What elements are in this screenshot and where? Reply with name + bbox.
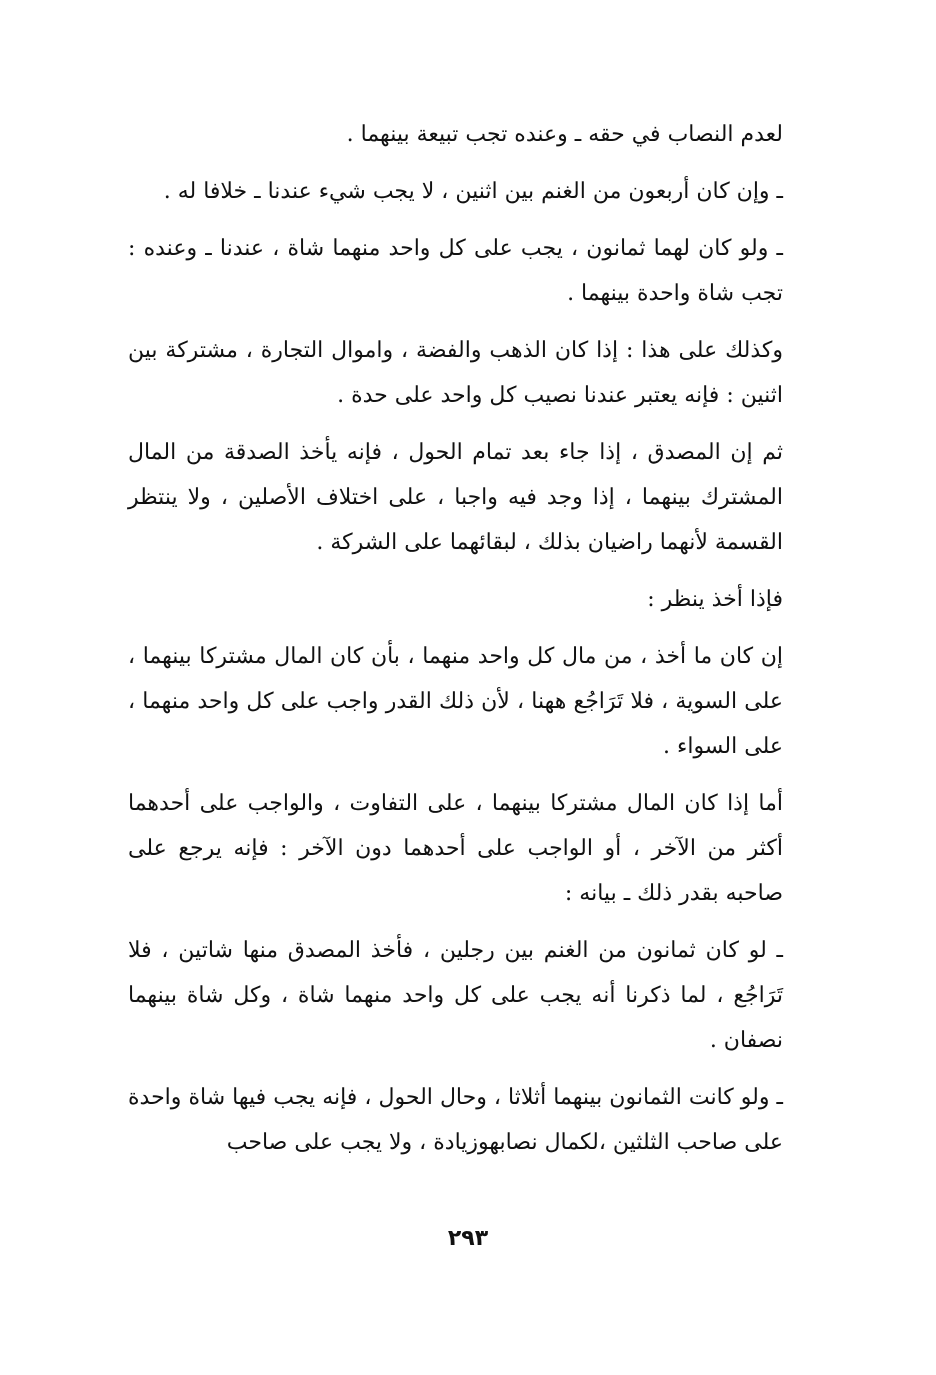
paragraph-6: فإذا أخذ ينظر : bbox=[647, 587, 783, 612]
paragraph-3: ـ ولو كان لهما ثمانون ، يجب على كل واحد منهما شاة ، عندنا ـ وعنده : تجب شاة واحدة بينهما . bbox=[128, 236, 783, 306]
paragraph-10: ـ ولو كانت الثمانون بينهما أثلاثا ، وحال الحول ، فإنه يجب فيها شاة واحدة على صاحب الثلثين ،لكمال نصابهوزيادة ، ولا يجب على صاحب bbox=[128, 1085, 783, 1155]
page-number: ٢٩٣ bbox=[447, 1226, 489, 1251]
paragraph-7: إن كان ما أخذ ، من مال كل واحد منهما ، بأن كان المال مشتركا بينهما ، على السوية ، فلا تَرَاجُع ههنا ، لأن ذلك القدر واجب على كل واحد منهما ، على السواء . bbox=[128, 644, 783, 759]
paragraph-4: وكذلك على هذا : إذا كان الذهب والفضة ، واموال التجارة ، مشتركة بين اثنين : فإنه يعتبر عندنا نصيب كل واحد على حدة . bbox=[128, 338, 783, 408]
paragraph-8: أما إذا كان المال مشتركا بينهما ، على التفاوت ، والواجب على أحدهما أكثر من الآخر ، أو الواجب على أحدهما دون الآخر : فإنه يرجع على صاحبه بقدر ذلك ـ بيانه : bbox=[128, 791, 783, 906]
paragraph-9: ـ لو كان ثمانون من الغنم بين رجلين ، فأخذ المصدق منها شاتين ، فلا تَرَاجُع ، لما ذكرنا أنه يجب على كل واحد منهما شاة ، وكل شاة بينهما نصفان . bbox=[128, 938, 783, 1053]
paragraph-5: ثم إن المصدق ، إذا جاء بعد تمام الحول ، فإنه يأخذ الصدقة من المال المشترك بينهما ، إذا وجد فيه واجبا ، على اختلاف الأصلين ، ولا ينتظر القسمة لأنهما راضيان بذلك ، لبقائهما على الشركة . bbox=[128, 440, 783, 555]
page-text-body bbox=[128, 112, 783, 1177]
paragraph-2: ـ وإن كان أربعون من الغنم بين اثنين ، لا يجب شيء عندنا ـ خلافا له . bbox=[163, 179, 783, 204]
paragraph-1: لعدم النصاب في حقه ـ وعنده تجب تبيعة بينهما . bbox=[346, 122, 783, 147]
